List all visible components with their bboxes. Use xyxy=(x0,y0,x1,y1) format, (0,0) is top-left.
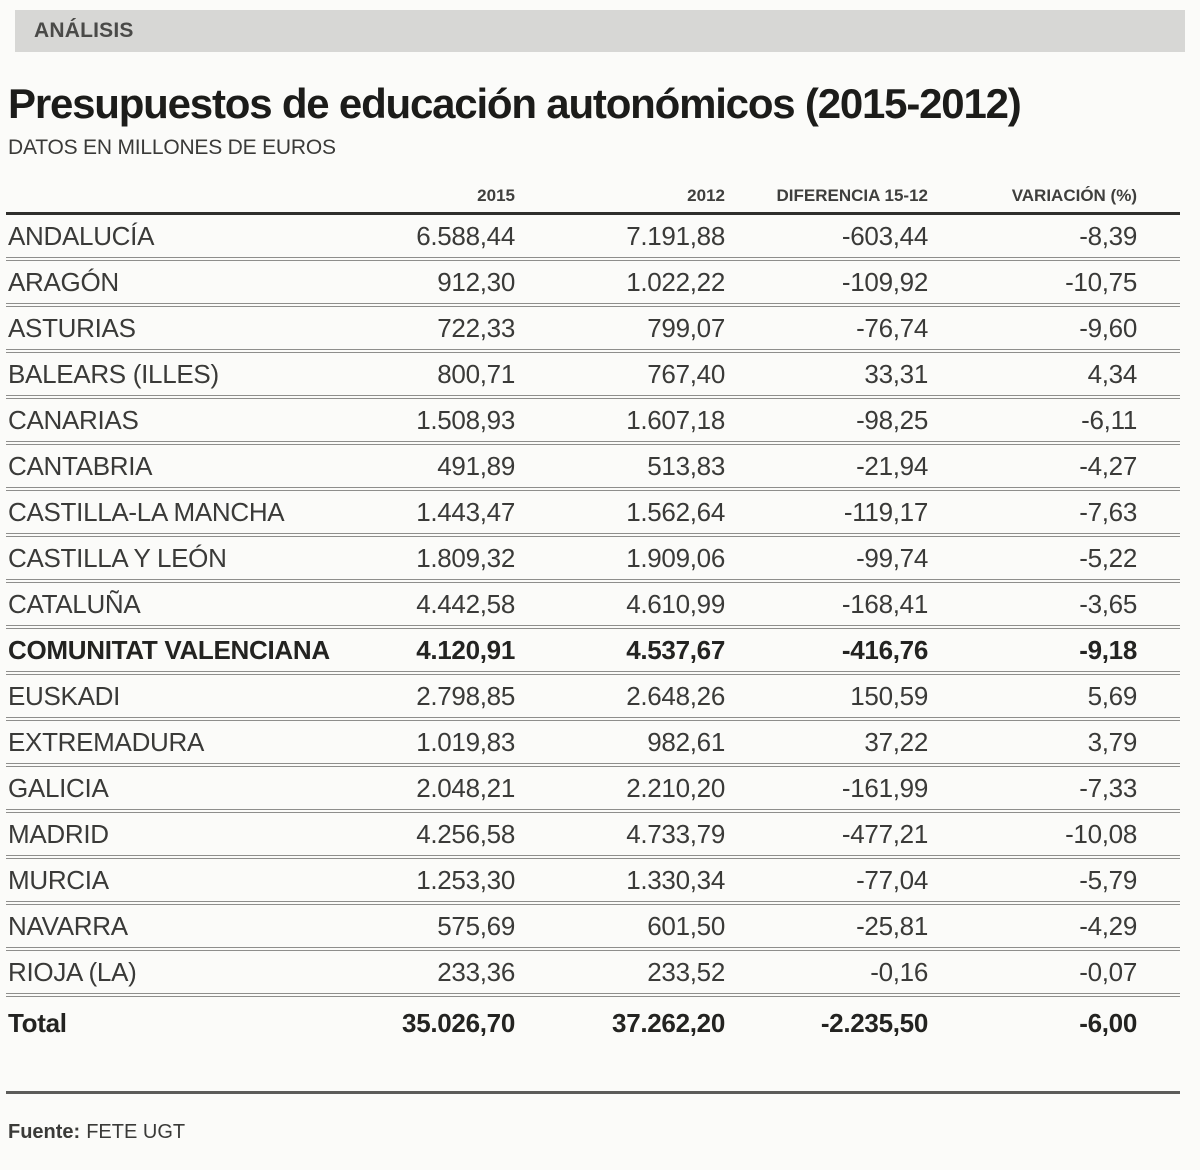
region-cell: CANARIAS xyxy=(8,404,139,435)
value-2015-cell: 4.256,58 xyxy=(416,818,515,849)
region-cell: GALICIA xyxy=(8,772,109,803)
footer-rule xyxy=(6,1091,1180,1094)
diff-cell: -603,44 xyxy=(841,220,928,251)
region-cell: ARAGÓN xyxy=(8,266,119,297)
value-2012-cell: 4.537,67 xyxy=(626,634,725,665)
variation-cell: -3,65 xyxy=(1079,588,1137,619)
region-cell: COMUNITAT VALENCIANA xyxy=(8,634,330,665)
region-cell: ANDALUCÍA xyxy=(8,220,155,251)
variation-cell: -8,39 xyxy=(1079,220,1137,251)
value-2015-cell: 1.508,93 xyxy=(416,404,515,435)
value-2015-cell: 1.809,32 xyxy=(416,542,515,573)
region-cell: Total xyxy=(8,1007,67,1038)
value-2015-cell: 1.253,30 xyxy=(416,864,515,895)
value-2012-cell: 1.909,06 xyxy=(626,542,725,573)
value-2015-cell: 233,36 xyxy=(437,956,515,987)
variation-cell: -10,08 xyxy=(1065,818,1137,849)
variation-cell: -6,11 xyxy=(1081,404,1137,435)
table-row xyxy=(6,307,1180,349)
value-2015-cell: 4.120,91 xyxy=(416,634,515,665)
table-total-row xyxy=(6,997,1180,1049)
budget-table xyxy=(6,180,1180,1049)
table-row xyxy=(6,675,1180,717)
diff-cell: -25,81 xyxy=(856,910,928,941)
diff-cell: -168,41 xyxy=(841,588,928,619)
region-cell: CASTILLA Y LEÓN xyxy=(8,542,227,573)
region-cell: ASTURIAS xyxy=(8,312,136,343)
value-2012-cell: 4.733,79 xyxy=(626,818,725,849)
value-2012-cell: 7.191,88 xyxy=(626,220,725,251)
variation-cell: -5,22 xyxy=(1079,542,1137,573)
table-row xyxy=(6,813,1180,855)
value-2015-cell: 4.442,58 xyxy=(416,588,515,619)
value-2012-cell: 1.330,34 xyxy=(626,864,725,895)
table-header-row xyxy=(6,180,1180,212)
table-row xyxy=(6,859,1180,901)
table-row xyxy=(6,629,1180,671)
page-title: Presupuestos de educación autonómicos (2015-2012) xyxy=(8,80,1021,127)
variation-cell: -7,63 xyxy=(1079,496,1137,527)
value-2012-cell: 513,83 xyxy=(647,450,725,481)
column-header-2012: 2012 xyxy=(687,186,725,206)
table-row xyxy=(6,353,1180,395)
value-2015-cell: 722,33 xyxy=(437,312,515,343)
diff-cell: -2.235,50 xyxy=(820,1007,928,1038)
table-row xyxy=(6,951,1180,993)
region-cell: CATALUÑA xyxy=(8,588,141,619)
variation-cell: -9,60 xyxy=(1079,312,1137,343)
table-row xyxy=(6,215,1180,257)
section-tag-bar xyxy=(15,10,1185,52)
section-tag-label: ANÁLISIS xyxy=(34,19,134,42)
value-2012-cell: 1.562,64 xyxy=(626,496,725,527)
diff-cell: -161,99 xyxy=(841,772,928,803)
region-cell: NAVARRA xyxy=(8,910,128,941)
infographic-page xyxy=(0,10,1200,1144)
diff-cell: -477,21 xyxy=(841,818,928,849)
diff-cell: 33,31 xyxy=(864,358,928,389)
column-header-variacion: VARIACIÓN (%) xyxy=(1011,186,1137,206)
table-body xyxy=(6,215,1180,1049)
value-2012-cell: 233,52 xyxy=(647,956,725,987)
region-cell: MADRID xyxy=(8,818,109,849)
variation-cell: -5,79 xyxy=(1079,864,1137,895)
value-2015-cell: 35.026,70 xyxy=(402,1007,515,1038)
diff-cell: -21,94 xyxy=(856,450,928,481)
source-label: Fuente: xyxy=(8,1121,81,1144)
value-2015-cell: 800,71 xyxy=(437,358,515,389)
region-cell: RIOJA (LA) xyxy=(8,956,137,987)
region-cell: BALEARS (ILLES) xyxy=(8,358,219,389)
value-2012-cell: 982,61 xyxy=(647,726,725,757)
table-row xyxy=(6,399,1180,441)
source-value: FETE UGT xyxy=(86,1121,186,1144)
variation-cell: -0,07 xyxy=(1079,956,1137,987)
table-row xyxy=(6,445,1180,487)
table-row xyxy=(6,721,1180,763)
variation-cell: -4,27 xyxy=(1079,450,1137,481)
table-row xyxy=(6,537,1180,579)
variation-cell: 4,34 xyxy=(1087,358,1137,389)
value-2012-cell: 601,50 xyxy=(647,910,725,941)
value-2015-cell: 6.588,44 xyxy=(416,220,515,251)
value-2015-cell: 2.048,21 xyxy=(416,772,515,803)
table-row xyxy=(6,261,1180,303)
diff-cell: -416,76 xyxy=(841,634,928,665)
value-2012-cell: 4.610,99 xyxy=(626,588,725,619)
page-subtitle: DATOS EN MILLONES DE EUROS xyxy=(8,136,336,160)
column-header-2015: 2015 xyxy=(477,186,515,206)
variation-cell: -9,18 xyxy=(1079,634,1137,665)
value-2015-cell: 575,69 xyxy=(437,910,515,941)
source-line xyxy=(8,1121,1200,1144)
value-2012-cell: 37.262,20 xyxy=(612,1007,725,1038)
value-2015-cell: 2.798,85 xyxy=(416,680,515,711)
variation-cell: -7,33 xyxy=(1079,772,1137,803)
diff-cell: -99,74 xyxy=(856,542,928,573)
variation-cell: -6,00 xyxy=(1079,1007,1137,1038)
value-2012-cell: 767,40 xyxy=(647,358,725,389)
table-row xyxy=(6,905,1180,947)
diff-cell: -0,16 xyxy=(870,956,928,987)
variation-cell: 3,79 xyxy=(1087,726,1137,757)
table-row xyxy=(6,767,1180,809)
value-2012-cell: 799,07 xyxy=(647,312,725,343)
diff-cell: -98,25 xyxy=(856,404,928,435)
variation-cell: -10,75 xyxy=(1065,266,1137,297)
value-2012-cell: 1.022,22 xyxy=(626,266,725,297)
diff-cell: -109,92 xyxy=(841,266,928,297)
diff-cell: -77,04 xyxy=(856,864,928,895)
value-2015-cell: 912,30 xyxy=(437,266,515,297)
value-2015-cell: 1.443,47 xyxy=(416,496,515,527)
value-2012-cell: 2.210,20 xyxy=(626,772,725,803)
diff-cell: -119,17 xyxy=(843,496,928,527)
variation-cell: 5,69 xyxy=(1087,680,1137,711)
region-cell: EXTREMADURA xyxy=(8,726,205,757)
value-2012-cell: 1.607,18 xyxy=(626,404,725,435)
diff-cell: -76,74 xyxy=(856,312,928,343)
value-2015-cell: 1.019,83 xyxy=(416,726,515,757)
region-cell: MURCIA xyxy=(8,864,109,895)
region-cell: CANTABRIA xyxy=(8,450,153,481)
variation-cell: -4,29 xyxy=(1079,910,1137,941)
diff-cell: 37,22 xyxy=(864,726,928,757)
region-cell: EUSKADI xyxy=(8,680,121,711)
value-2012-cell: 2.648,26 xyxy=(626,680,725,711)
column-header-diferencia: DIFERENCIA 15-12 xyxy=(776,186,928,206)
table-row xyxy=(6,583,1180,625)
value-2015-cell: 491,89 xyxy=(437,450,515,481)
diff-cell: 150,59 xyxy=(850,680,928,711)
table-row xyxy=(6,491,1180,533)
region-cell: CASTILLA-LA MANCHA xyxy=(8,496,285,527)
